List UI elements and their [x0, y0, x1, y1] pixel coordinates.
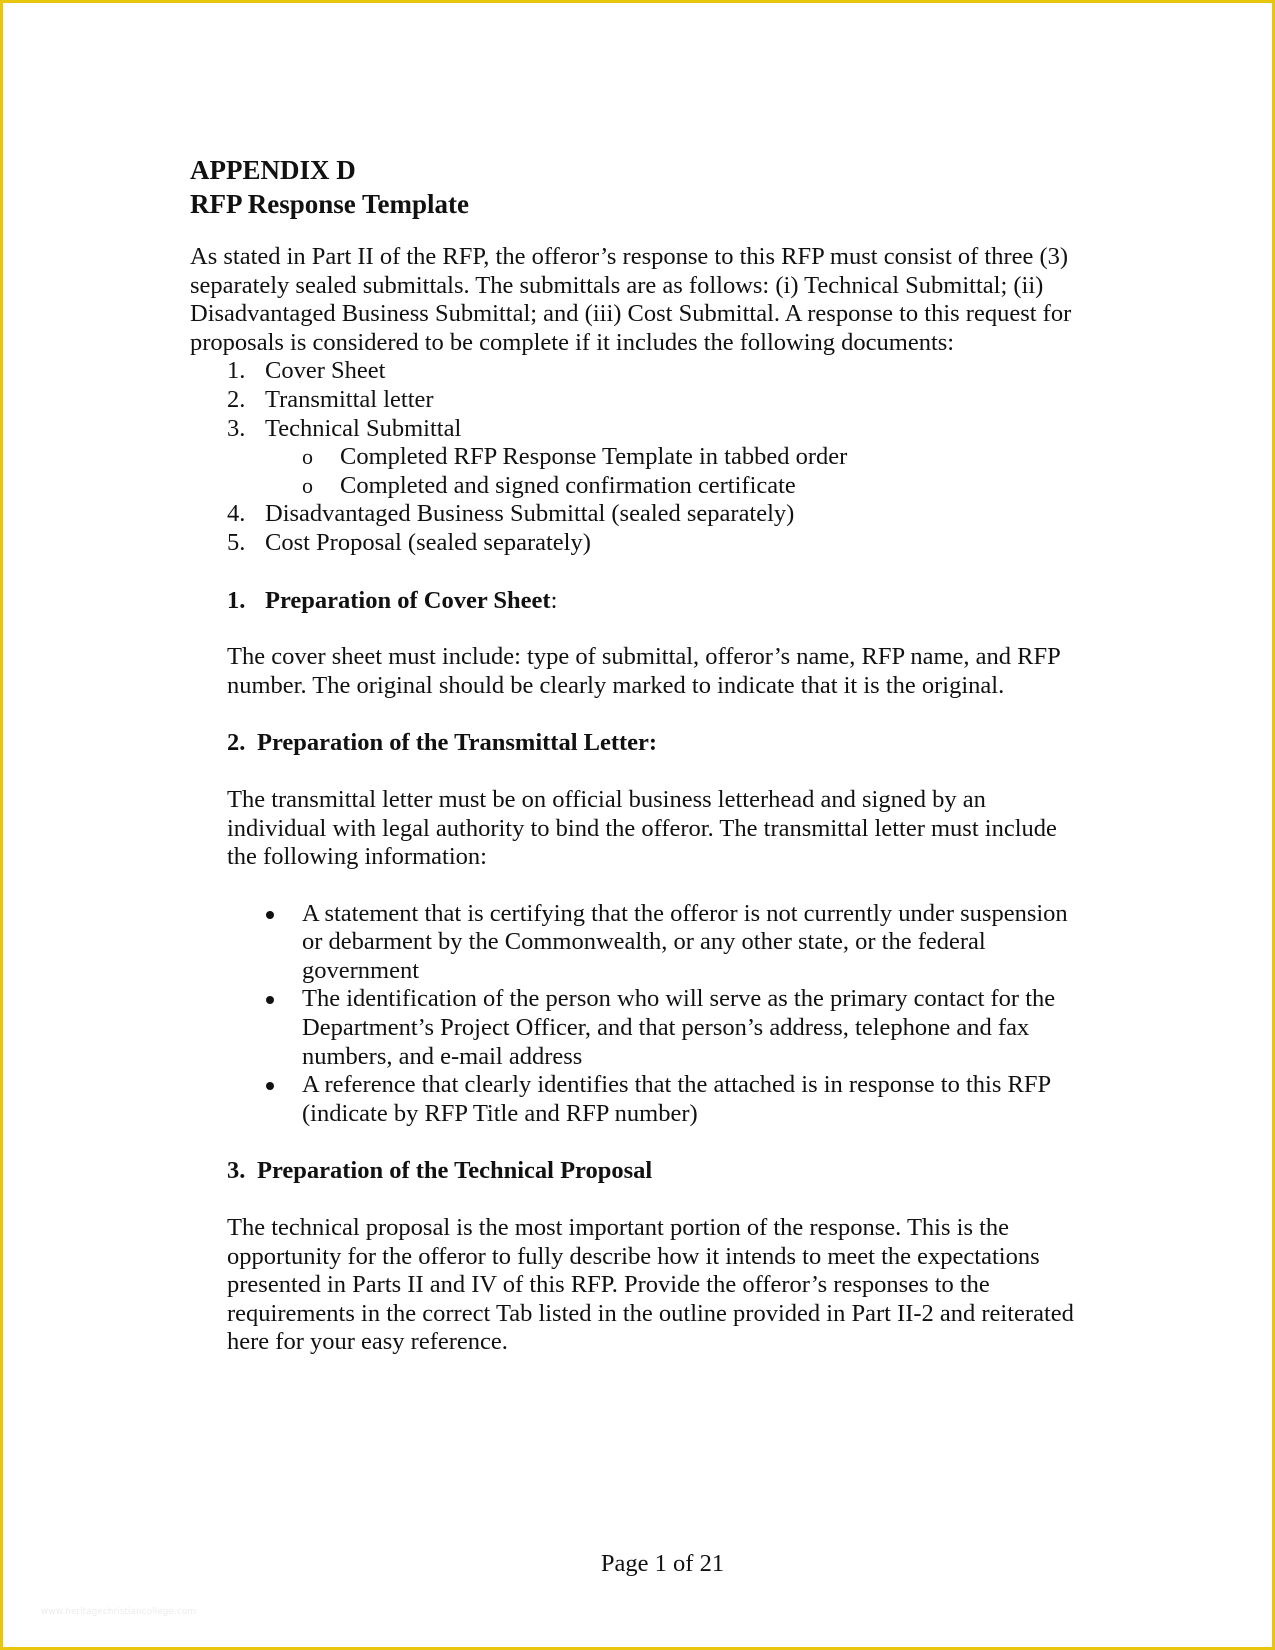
sub-item	[265, 443, 1090, 472]
circle-bullet-icon: o	[302, 472, 313, 498]
document-item-text: Transmittal letter	[265, 385, 434, 413]
watermark: www.heritagechristiancollege.com	[41, 1607, 196, 1617]
section-heading	[227, 729, 1090, 758]
intro-paragraph: As stated in Part II of the RFP, the offeror’s response to this RFP must consist of three (3) separately sealed submittals. The submittals are as follows: (i) Technical Submittal; (ii) Disadvantaged Business Submittal; and (iii) Cost Submittal. A response to this request for proposals is considered to be complete if it includes the following documents:	[190, 243, 1072, 356]
document-item	[190, 500, 1090, 529]
document-item-number: 4.	[227, 500, 246, 528]
document-item	[190, 529, 1090, 558]
document-item-number: 1.	[227, 357, 246, 385]
circle-bullet-icon: o	[302, 444, 313, 470]
section-heading	[227, 587, 1090, 616]
required-documents-list	[190, 357, 1090, 557]
list-item	[227, 1071, 1090, 1128]
section-transmittal-letter	[190, 729, 1090, 1128]
section-title: Preparation of the Technical Proposal	[257, 1157, 653, 1185]
section-title: Preparation of the Transmittal Letter:	[257, 729, 658, 757]
appendix-label: APPENDIX D	[190, 155, 356, 185]
document-item-number: 2.	[227, 385, 246, 413]
document-item-text: Technical Submittal	[265, 414, 462, 442]
bullet-icon	[266, 911, 274, 919]
bullet-icon	[266, 1082, 274, 1090]
section-heading	[227, 1157, 1090, 1186]
document-item-text: Disadvantaged Business Submittal (sealed separately)	[265, 500, 795, 528]
document-item-text: Cover Sheet	[265, 357, 386, 385]
document-item-number: 3.	[227, 414, 246, 442]
section-title-colon: :	[550, 586, 558, 614]
list-item	[227, 900, 1090, 986]
list-item	[227, 985, 1090, 1071]
section-technical-proposal	[190, 1157, 1090, 1357]
sub-item	[265, 472, 1090, 501]
page-number: Page 1 of 21	[600, 1550, 725, 1577]
transmittal-requirements-list	[227, 900, 1090, 1129]
list-item-text: A statement that is certifying that the offeror is not currently under suspension or debarment by the Commonwealth, or any other state, or the federal government	[302, 899, 1068, 984]
sub-item-text: Completed and signed confirmation certificate	[340, 471, 796, 499]
document-item-text: Cost Proposal (sealed separately)	[265, 528, 591, 556]
section-number: 3.	[227, 1157, 246, 1185]
document-item	[190, 357, 1090, 386]
list-item-text: A reference that clearly identifies that the attached is in response to this RFP (indicate by RFP Title and RFP number)	[302, 1071, 1051, 1127]
document-body	[190, 153, 1090, 1357]
section-body: The cover sheet must include: type of submittal, offeror’s name, RFP name, and RFP number. The original should be clearly marked to indicate that it is the original.	[227, 643, 1060, 699]
document-item-number: 5.	[227, 528, 246, 556]
document-title: RFP Response Template	[190, 189, 470, 219]
document-item	[190, 386, 1090, 415]
bullet-icon	[266, 996, 274, 1004]
section-body: The transmittal letter must be on official business letterhead and signed by an individual with legal authority to bind the offeror. The transmittal letter must include the following information:	[227, 785, 1057, 871]
section-cover-sheet	[190, 587, 1090, 701]
section-body: The technical proposal is the most important portion of the response. This is the opportunity for the offeror to fully describe how it intends to meet the expectations presented in Parts II and IV of this RFP. Provide the offeror’s responses to the requirements in the correct Tab listed in the outline provided in Part II-2 and reiterated here for your easy reference.	[227, 1214, 1074, 1356]
section-number: 1.	[227, 586, 246, 614]
technical-submittal-sublist	[265, 443, 1090, 500]
section-title: Preparation of Cover Sheet	[265, 586, 551, 614]
document-item	[190, 415, 1090, 501]
sub-item-text: Completed RFP Response Template in tabbed order	[340, 443, 848, 471]
section-number: 2.	[227, 729, 246, 757]
list-item-text: The identification of the person who will serve as the primary contact for the Department’s Project Officer, and that person’s address, telephone and fax numbers, and e-mail address	[302, 985, 1056, 1070]
